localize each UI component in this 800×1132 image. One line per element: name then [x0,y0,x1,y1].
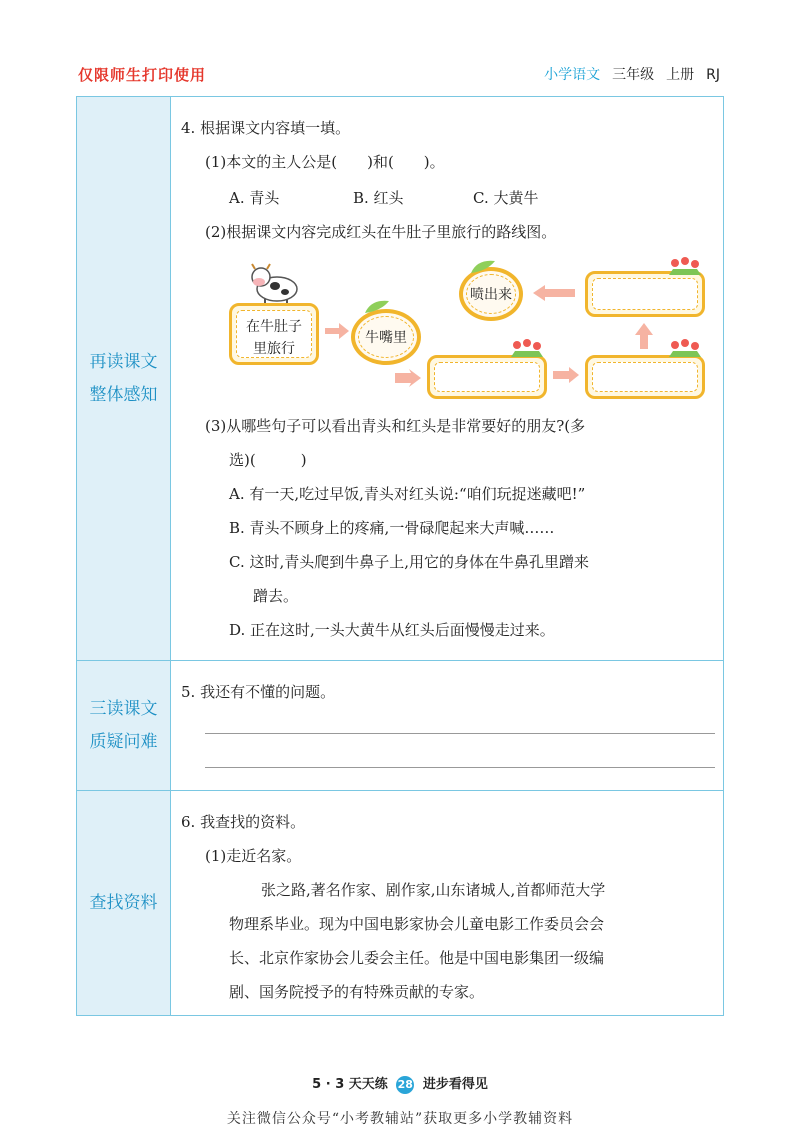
page-footer [0,1073,800,1094]
section-label-line: 查找资料 [89,892,158,913]
section-label [77,661,171,790]
paragraph-line: 剧、国务院授予的有特殊贡献的专家。 [229,983,485,1001]
subject-label: 小学语文 [544,67,601,83]
route-mouth-label: 牛嘴里 [365,330,407,346]
option-a: A. 有一天,吃过早饭,青头对红头说:“咱们玩捉迷藏吧!” [229,485,586,503]
option-c-cont: 蹭去。 [253,587,299,605]
arrow-left-icon [533,285,575,301]
question-4-1: (1)本文的主人公是( )和( )。 [205,153,445,171]
section-label-line: 三读课文 [89,698,158,719]
option-b: B. 红头 [353,189,404,207]
question-6-1: (1)走近名家。 [205,847,302,865]
flower-icon [667,255,703,275]
paragraph-line: 张之路,著名作家、剧作家,山东诸城人,首都师范大学 [261,881,606,899]
option-c: C. 大黄牛 [473,189,539,207]
section-reread [77,97,723,661]
cow-icon [247,259,301,307]
print-notice: 仅限师生打印使用 [78,66,207,84]
option-c: C. 这时,青头爬到牛鼻子上,用它的身体在牛鼻孔里蹭来 [229,553,590,571]
question-4-3-cont: 选)( ) [229,451,307,469]
edition-label: RJ [706,67,720,83]
leaf-icon [469,257,499,275]
section-research [77,791,723,1015]
arrow-down-right-icon [395,369,421,387]
slogan-label: 进步看得见 [422,1077,488,1092]
grade-label: 三年级 [612,67,655,83]
section-label-line: 再读课文 [89,351,158,372]
section-label-line: 质疑问难 [89,731,158,752]
arrow-right-icon [553,367,579,383]
question-4-2: (2)根据课文内容完成红头在牛肚子里旅行的路线图。 [205,223,557,241]
flower-icon [509,337,545,357]
route-start-line: 在牛肚子 [246,319,302,335]
paragraph-line: 长、北京作家协会儿委会主任。他是中国电影集团一级编 [229,949,605,967]
footer-note: 关注微信公众号“小考教辅站”获取更多小学教辅资料 [226,1111,574,1127]
leaf-icon [363,297,393,315]
route-end-circle [459,267,523,321]
section-label [77,791,171,1015]
question-4-title: 4. 根据课文内容填一填。 [181,119,351,137]
route-blank-box-2[interactable] [585,355,705,399]
route-blank-box-1[interactable] [427,355,547,399]
section-label-line: 整体感知 [89,384,158,405]
section-label [77,97,171,660]
book-info [544,64,720,84]
worksheet-table [76,96,724,1016]
question-5: 5. 我还有不懂的问题。 [181,683,336,701]
answer-line[interactable] [205,767,715,768]
volume-label: 上册 [666,67,695,83]
option-d: D. 正在这时,一头大黄牛从红头后面慢慢走过来。 [229,621,555,639]
brand-label: 5 · 3 天天练 [312,1077,388,1092]
question-6: 6. 我查找的资料。 [181,813,306,831]
answer-line[interactable] [205,733,715,734]
option-a: A. 青头 [229,189,280,207]
page-number: 28 [396,1076,414,1094]
flower-icon [667,337,703,357]
arrow-right-icon [325,323,349,339]
paragraph-line: 物理系毕业。现为中国电影家协会儿童电影工作委员会会 [229,915,605,933]
route-mouth-circle [351,309,421,365]
route-start-box [229,303,319,365]
route-blank-box-3[interactable] [585,271,705,317]
question-4-3: (3)从哪些句子可以看出青头和红头是非常要好的朋友?(多 [205,417,586,435]
arrow-up-icon [635,323,653,349]
route-end-label: 喷出来 [470,287,512,303]
option-b: B. 青头不顾身上的疼痛,一骨碌爬起来大声喊…… [229,519,555,537]
route-start-line: 里旅行 [253,341,295,357]
section-question [77,661,723,791]
